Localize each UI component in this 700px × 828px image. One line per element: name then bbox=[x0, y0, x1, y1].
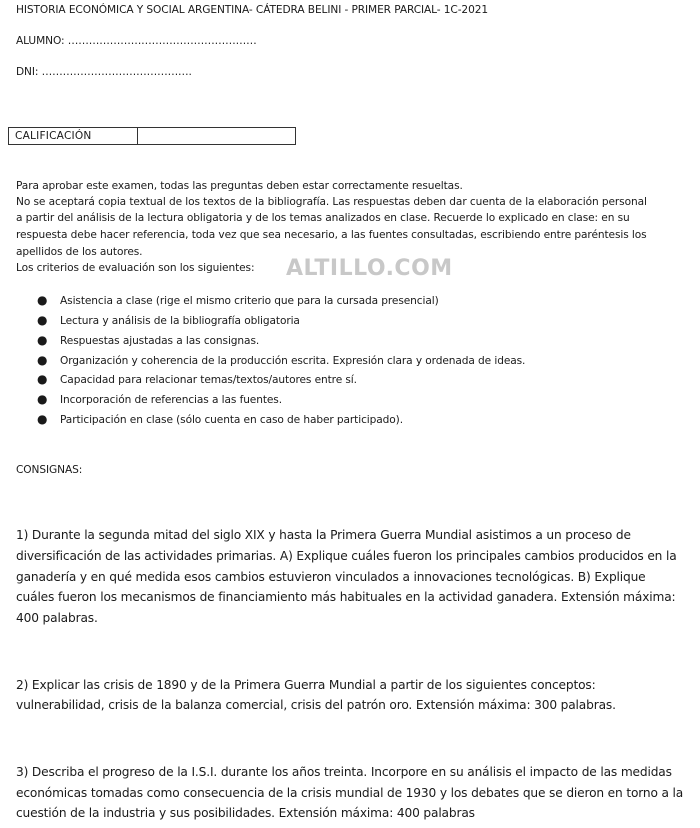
consignas-heading: CONSIGNAS: bbox=[16, 464, 83, 476]
bullet-icon: ● bbox=[37, 313, 48, 327]
question-line: económicas tomadas como consecuencia de la crisis mundial de 1930 y los debates que se dieron en torno a la bbox=[16, 786, 684, 800]
list-item: Participación en clase (sólo cuenta en caso de haber participado). bbox=[60, 414, 403, 426]
bullet-icon: ● bbox=[37, 392, 48, 406]
student-id-field: DNI: ……………………………………. bbox=[16, 66, 192, 78]
bullet-icon: ● bbox=[37, 293, 48, 307]
instruction-line: Los criterios de evaluación son los siguientes: bbox=[16, 262, 255, 274]
instruction-line: Para aprobar este examen, todas las preguntas deben estar correctamente resueltas. bbox=[16, 180, 463, 192]
list-item: Asistencia a clase (rige el mismo criterio que para la cursada presencial) bbox=[60, 295, 439, 307]
question-line: diversificación de las actividades primarias. A) Explique cuáles fueron los principales cambios producidos en la bbox=[16, 549, 677, 563]
question-line: ganadería y en qué medida esos cambios estuvieron vinculados a innovaciones tecnológicas. B) Explique bbox=[16, 570, 646, 584]
question-line: vulnerabilidad, crisis de la balanza comercial, crisis del patrón oro. Extensión máxima: 300 palabras. bbox=[16, 698, 616, 712]
instruction-line: apellidos de los autores. bbox=[16, 246, 143, 258]
question-line: 1) Durante la segunda mitad del siglo XIX y hasta la Primera Guerra Mundial asistimos a un proceso de bbox=[16, 528, 631, 542]
question-line: 3) Describa el progreso de la I.S.I. durante los años treinta. Incorpore en su análisis el impacto de las medidas bbox=[16, 765, 672, 779]
bullet-icon: ● bbox=[37, 372, 48, 386]
grade-value bbox=[138, 128, 295, 144]
exam-title: HISTORIA ECONÓMICA Y SOCIAL ARGENTINA- CÁTEDRA BELINI - PRIMER PARCIAL- 1C-2021 bbox=[16, 4, 488, 16]
instruction-line: No se aceptará copia textual de los textos de la bibliografía. Las respuestas deben dar cuenta de la elaboración personal bbox=[16, 196, 647, 208]
list-item: Capacidad para relacionar temas/textos/autores entre sí. bbox=[60, 374, 357, 386]
bullet-icon: ● bbox=[37, 353, 48, 367]
question-line: 400 palabras. bbox=[16, 611, 98, 625]
list-item: Organización y coherencia de la producción escrita. Expresión clara y ordenada de ideas. bbox=[60, 355, 526, 367]
list-item: Lectura y análisis de la bibliografía obligatoria bbox=[60, 315, 300, 327]
list-item: Respuestas ajustadas a las consignas. bbox=[60, 335, 260, 347]
list-item: Incorporación de referencias a las fuentes. bbox=[60, 394, 282, 406]
bullet-icon: ● bbox=[37, 333, 48, 347]
watermark-logo: ALTILLO.COM bbox=[286, 256, 453, 281]
instruction-line: a partir del análisis de la lectura obligatoria y de los temas analizados en clase. Recuerde lo explicado en clase: en su bbox=[16, 212, 630, 224]
grade-box bbox=[8, 127, 296, 145]
instruction-line: respuesta debe hacer referencia, toda vez que sea necesario, a las fuentes consultadas, escribiendo entre paréntesis los bbox=[16, 229, 647, 241]
question-line: cuáles fueron los mecanismos de financiamiento más habituales en la actividad ganadera. Extensión máxima: bbox=[16, 590, 676, 604]
question-line: cuestión de la industria y sus posibilidades. Extensión máxima: 400 palabras bbox=[16, 806, 475, 820]
question-line: 2) Explicar las crisis de 1890 y de la Primera Guerra Mundial a partir de los siguientes conceptos: bbox=[16, 678, 596, 692]
student-name-field: ALUMNO: ……………………………………………… bbox=[16, 35, 257, 47]
grade-label: CALIFICACIÓN bbox=[9, 128, 138, 144]
bullet-icon: ● bbox=[37, 412, 48, 426]
